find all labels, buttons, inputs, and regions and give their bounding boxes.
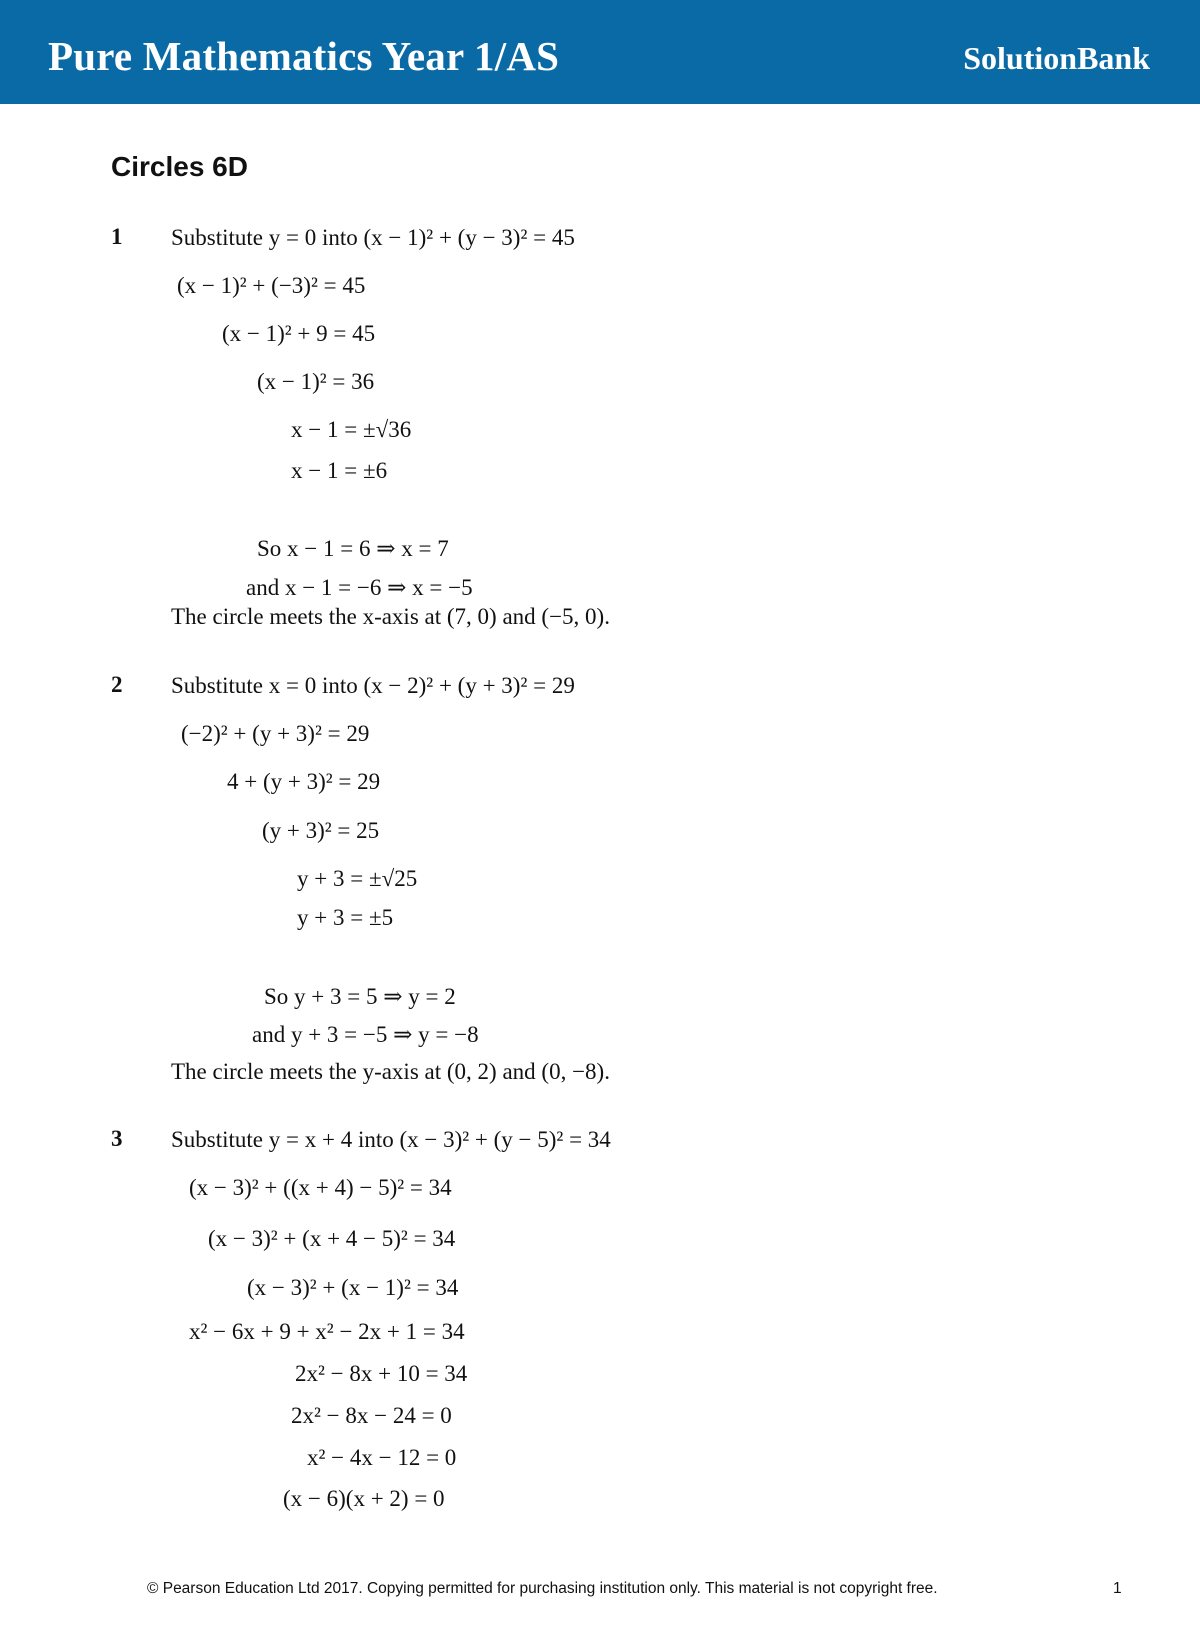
- solution-line: (x − 3)² + ((x + 4) − 5)² = 34: [189, 1175, 452, 1200]
- solution-line: and y + 3 = −5 ⇒ y = −8: [252, 1022, 479, 1047]
- solution-line: 2x² − 8x + 10 = 34: [295, 1361, 468, 1386]
- solution-line: Substitute y = 0 into (x − 1)² + (y − 3)² = 45: [171, 225, 575, 250]
- page-number: 1: [1113, 1580, 1122, 1597]
- solution-line: x − 1 = ±√36: [291, 417, 412, 442]
- solution-line: 4 + (y + 3)² = 29: [227, 769, 381, 794]
- solution-line: Substitute x = 0 into (x − 2)² + (y + 3)² = 29: [171, 673, 575, 698]
- solution-line: The circle meets the x-axis at (7, 0) and (−5, 0).: [171, 604, 610, 629]
- solution-line: and x − 1 = −6 ⇒ x = −5: [246, 575, 473, 600]
- solution-line: (x − 3)² + (x + 4 − 5)² = 34: [208, 1226, 456, 1251]
- question-number: 2: [111, 672, 123, 697]
- solution-line: x − 1 = ±6: [291, 458, 388, 483]
- solution-line: x² − 6x + 9 + x² − 2x + 1 = 34: [189, 1319, 465, 1344]
- copyright-notice: © Pearson Education Ltd 2017. Copying permitted for purchasing institution only. This material is not copyright free.: [147, 1580, 938, 1597]
- book-title: Pure Mathematics Year 1/AS: [48, 33, 560, 79]
- solution-line: y + 3 = ±√25: [297, 866, 418, 891]
- solution-line: (x − 1)² = 36: [257, 369, 375, 394]
- solution-line: (x − 1)² + 9 = 45: [222, 321, 376, 346]
- page-header: [0, 0, 1200, 104]
- solution-line: (x − 3)² + (x − 1)² = 34: [247, 1275, 459, 1300]
- question-number: 1: [111, 224, 123, 249]
- solution-line: x² − 4x − 12 = 0: [307, 1445, 457, 1470]
- solution-line: Substitute y = x + 4 into (x − 3)² + (y − 5)² = 34: [171, 1127, 611, 1152]
- solution-line: So y + 3 = 5 ⇒ y = 2: [264, 984, 456, 1009]
- solution-line: y + 3 = ±5: [297, 905, 394, 930]
- solution-line: (x − 1)² + (−3)² = 45: [177, 273, 366, 298]
- solution-line: 2x² − 8x − 24 = 0: [291, 1403, 452, 1428]
- solution-line: So x − 1 = 6 ⇒ x = 7: [257, 536, 449, 561]
- solution-line: (y + 3)² = 25: [262, 818, 380, 843]
- solution-line: (x − 6)(x + 2) = 0: [283, 1486, 445, 1511]
- question-number: 3: [111, 1126, 123, 1151]
- section-title: Circles 6D: [111, 151, 248, 182]
- solution-line: (−2)² + (y + 3)² = 29: [181, 721, 370, 746]
- brand-name: SolutionBank: [963, 40, 1150, 76]
- solution-line: The circle meets the y-axis at (0, 2) and (0, −8).: [171, 1059, 610, 1084]
